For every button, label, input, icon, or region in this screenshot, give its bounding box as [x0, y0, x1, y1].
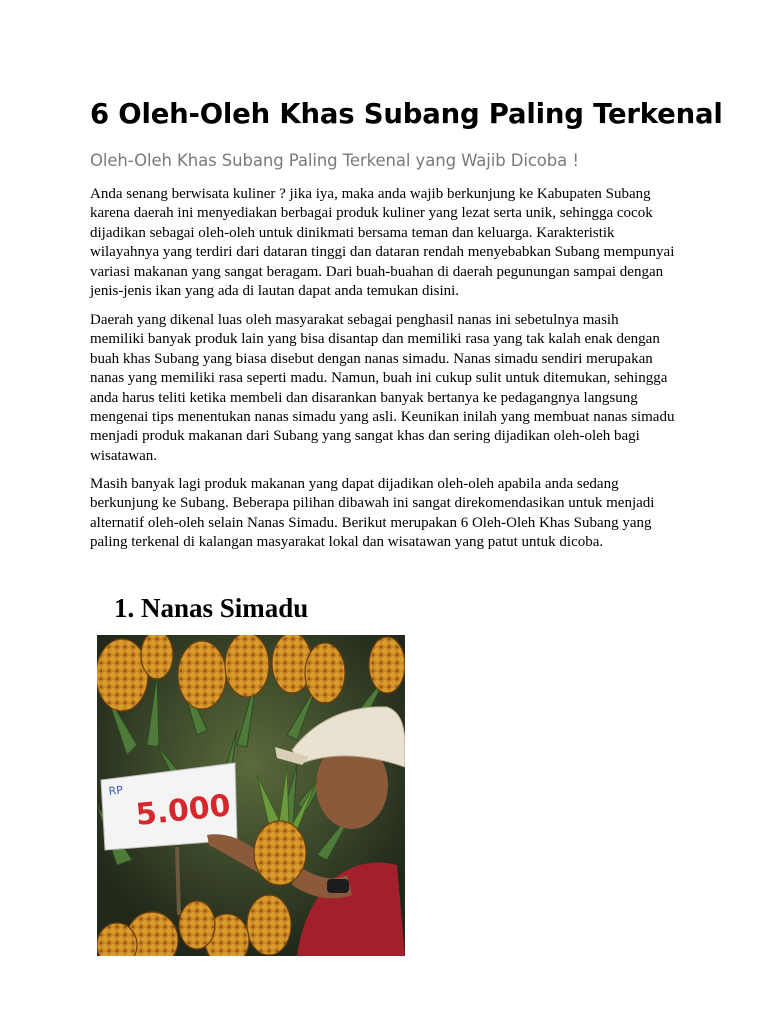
document-subtitle: Oleh-Oleh Khas Subang Paling Terkenal yang Wajib Dicoba ! — [90, 151, 579, 170]
section-heading: 1. Nanas Simadu — [114, 593, 309, 623]
paragraph-line: wisatawan. — [90, 447, 158, 464]
paragraph-line: anda harus teliti ketika membeli dan disarankan banyak bertanya ke pedagangnya langsung — [90, 389, 638, 406]
paragraph-line: jenis-jenis ikan yang ada di lautan dapat anda temukan disini. — [90, 283, 460, 300]
paragraph-line: nanas yang memiliki rasa seperti madu. Namun, buah ini cukup sulit untuk ditemukan, sehingga — [90, 370, 668, 387]
document-title: 6 Oleh-Oleh Khas Subang Paling Terkenal — [90, 98, 723, 130]
sign-price-text: 5.000 — [134, 788, 233, 833]
paragraph-line: karena daerah ini menyediakan berbagai produk kuliner yang lezat serta unik, sehingga cocok — [90, 205, 653, 222]
paragraph-line: mengenai tips menentukan nanas simadu yang asli. Keunikan inilah yang membuat nanas simadu — [90, 409, 675, 426]
paragraph-line: wilayahnya yang terdiri dari dataran tinggi dan dataran rendah menyebabkan Subang mempunyai — [90, 244, 675, 261]
paragraph-line: berkunjung ke Subang. Beberapa pilihan dibawah ini sangat direkomendasikan untuk menjadi — [90, 495, 655, 512]
paragraph-line: memiliki banyak produk lain yang bisa disantap dan memiliki rasa yang tak kalah enak dengan — [90, 331, 660, 348]
paragraph-line: Anda senang berwisata kuliner ? jika iya, maka anda wajib berkunjung ke Kabupaten Subang — [90, 186, 651, 202]
paragraph-line: dijadikan sebagai oleh-oleh untuk dinikmati bersama teman dan keluarga. Karakteristik — [90, 224, 615, 241]
sign-currency-text: RP — [107, 783, 124, 798]
pineapple-vendor-illustration — [97, 635, 405, 956]
nanas-simadu-photo — [97, 635, 405, 956]
paragraph-line: Masih banyak lagi produk makanan yang dapat dijadikan oleh-oleh apabila anda sedang — [90, 476, 619, 492]
nanas-paragraph — [90, 311, 682, 466]
list-intro-paragraph — [90, 475, 682, 553]
paragraph-line: alternatif oleh-oleh selain Nanas Simadu. Berikut merupakan 6 Oleh-Oleh Khas Subang yang — [90, 514, 652, 531]
paragraph-line: paling terkenal di kalangan masyarakat lokal dan wisatawan yang patut untuk dicoba. — [90, 534, 604, 551]
paragraph-line: variasi makanan yang sangat beragam. Dari buah-buahan di daerah pegunungan sampai dengan — [90, 263, 664, 280]
paragraph-line: buah khas Subang yang biasa disebut dengan nanas simadu. Nanas simadu sendiri merupakan — [90, 350, 653, 367]
intro-paragraph — [90, 185, 682, 301]
paragraph-line: Daerah yang dikenal luas oleh masyarakat sebagai penghasil nanas ini sebetulnya masih — [90, 312, 619, 328]
paragraph-line: menjadi produk makanan dari Subang yang sangat khas dan sering dijadikan oleh-oleh bagi — [90, 428, 640, 445]
